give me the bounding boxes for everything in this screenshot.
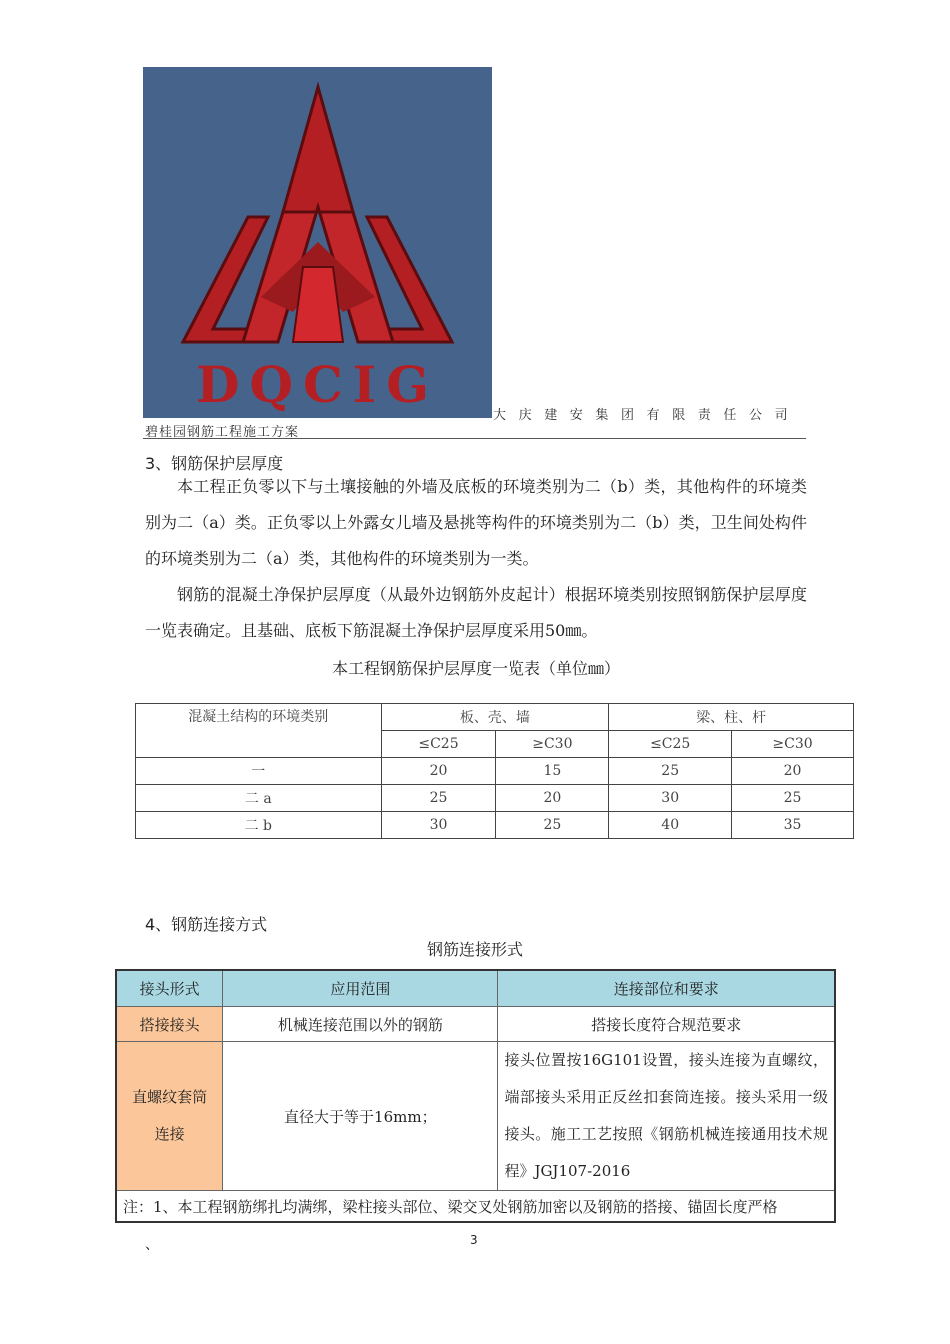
subheader-cell: ≤C25 bbox=[381, 731, 496, 758]
group-beam-header: 梁、柱、杆 bbox=[609, 704, 854, 731]
document-title: 碧桂园钢筋工程施工方案 bbox=[145, 425, 300, 440]
joint-type-cell: 搭接接头 bbox=[116, 1007, 223, 1042]
table-row bbox=[136, 812, 854, 839]
connection-table bbox=[115, 969, 836, 1223]
table-cell: 25 bbox=[732, 785, 854, 812]
group-slab-header: 板、壳、墙 bbox=[381, 704, 609, 731]
table-header-row bbox=[116, 970, 835, 1007]
list-bullet: 、 bbox=[145, 1237, 159, 1253]
company-name: 大庆建安集团有限责任公司 bbox=[493, 408, 801, 423]
table-cell: 25 bbox=[609, 758, 732, 785]
table-header-row bbox=[136, 704, 854, 731]
table-row bbox=[116, 1007, 835, 1042]
section3-heading: 3、钢筋保护层厚度 bbox=[145, 454, 284, 473]
cover-table-title: 本工程钢筋保护层厚度一览表（单位㎜） bbox=[331, 659, 620, 678]
table-cell: 一 bbox=[136, 758, 382, 785]
section3-paragraph-1: 本工程正负零以下与土壤接触的外墙及底板的环境类别为二（b）类，其他构件的环境类别为二（a）类。正负零以上外露女儿墙及悬挑等构件的环境类别为二（b）类，卫生间处构件的环境类别为二（a）类，其他构件的环境类别为一类。 bbox=[145, 477, 807, 568]
header-divider bbox=[143, 438, 806, 439]
section4-heading: 4、钢筋连接方式 bbox=[145, 915, 268, 934]
table-cell: 25 bbox=[381, 785, 496, 812]
table-note: 注：1、本工程钢筋绑扎均满绑，梁柱接头部位、梁交叉处钢筋加密以及钢筋的搭接、锚固长度严格 bbox=[116, 1191, 835, 1223]
connection-table-title: 钢筋连接形式 bbox=[426, 940, 523, 959]
cover-thickness-table bbox=[135, 703, 854, 839]
table-note-row bbox=[116, 1191, 835, 1223]
table-cell: 二 b bbox=[136, 812, 382, 839]
table-cell: 15 bbox=[496, 758, 609, 785]
company-logo bbox=[143, 67, 492, 418]
table-cell: 30 bbox=[381, 812, 496, 839]
joint-type-cell: 直螺纹套筒连接 bbox=[116, 1042, 223, 1191]
logo-text: DQCIG bbox=[196, 355, 439, 414]
table-cell: 二 a bbox=[136, 785, 382, 812]
scope-cell: 机械连接范围以外的钢筋 bbox=[223, 1007, 498, 1042]
requirement-cell: 搭接长度符合规范要求 bbox=[498, 1007, 835, 1042]
table-row bbox=[116, 1042, 835, 1191]
header-scope: 应用范围 bbox=[223, 970, 498, 1007]
env-class-header: 混凝土结构的环境类别 bbox=[136, 704, 382, 758]
requirement-cell: 接头位置按16G101设置，接头连接为直螺纹，端部接头采用正反丝扣套筒连接。接头采用一级接头。施工工艺按照《钢筋机械连接通用技术规程》JGJ107-2016 bbox=[498, 1042, 835, 1191]
scope-cell: 直径大于等于16mm； bbox=[223, 1042, 498, 1191]
section3-paragraph-2: 钢筋的混凝土净保护层厚度（从最外边钢筋外皮起计）根据环境类别按照钢筋保护层厚度一览表确定。且基础、底板下筋混凝土净保护层厚度采用50㎜。 bbox=[145, 585, 807, 640]
table-cell: 20 bbox=[732, 758, 854, 785]
header-joint-type: 接头形式 bbox=[116, 970, 223, 1007]
subheader-cell: ≤C25 bbox=[609, 731, 732, 758]
subheader-cell: ≥C30 bbox=[732, 731, 854, 758]
table-cell: 35 bbox=[732, 812, 854, 839]
table-row bbox=[136, 758, 854, 785]
subheader-cell: ≥C30 bbox=[496, 731, 609, 758]
table-cell: 30 bbox=[609, 785, 732, 812]
table-cell: 20 bbox=[496, 785, 609, 812]
header-requirement: 连接部位和要求 bbox=[498, 970, 835, 1007]
table-row bbox=[136, 785, 854, 812]
page-number: 3 bbox=[470, 1233, 478, 1247]
table-cell: 40 bbox=[609, 812, 732, 839]
table-cell: 25 bbox=[496, 812, 609, 839]
table-cell: 20 bbox=[381, 758, 496, 785]
